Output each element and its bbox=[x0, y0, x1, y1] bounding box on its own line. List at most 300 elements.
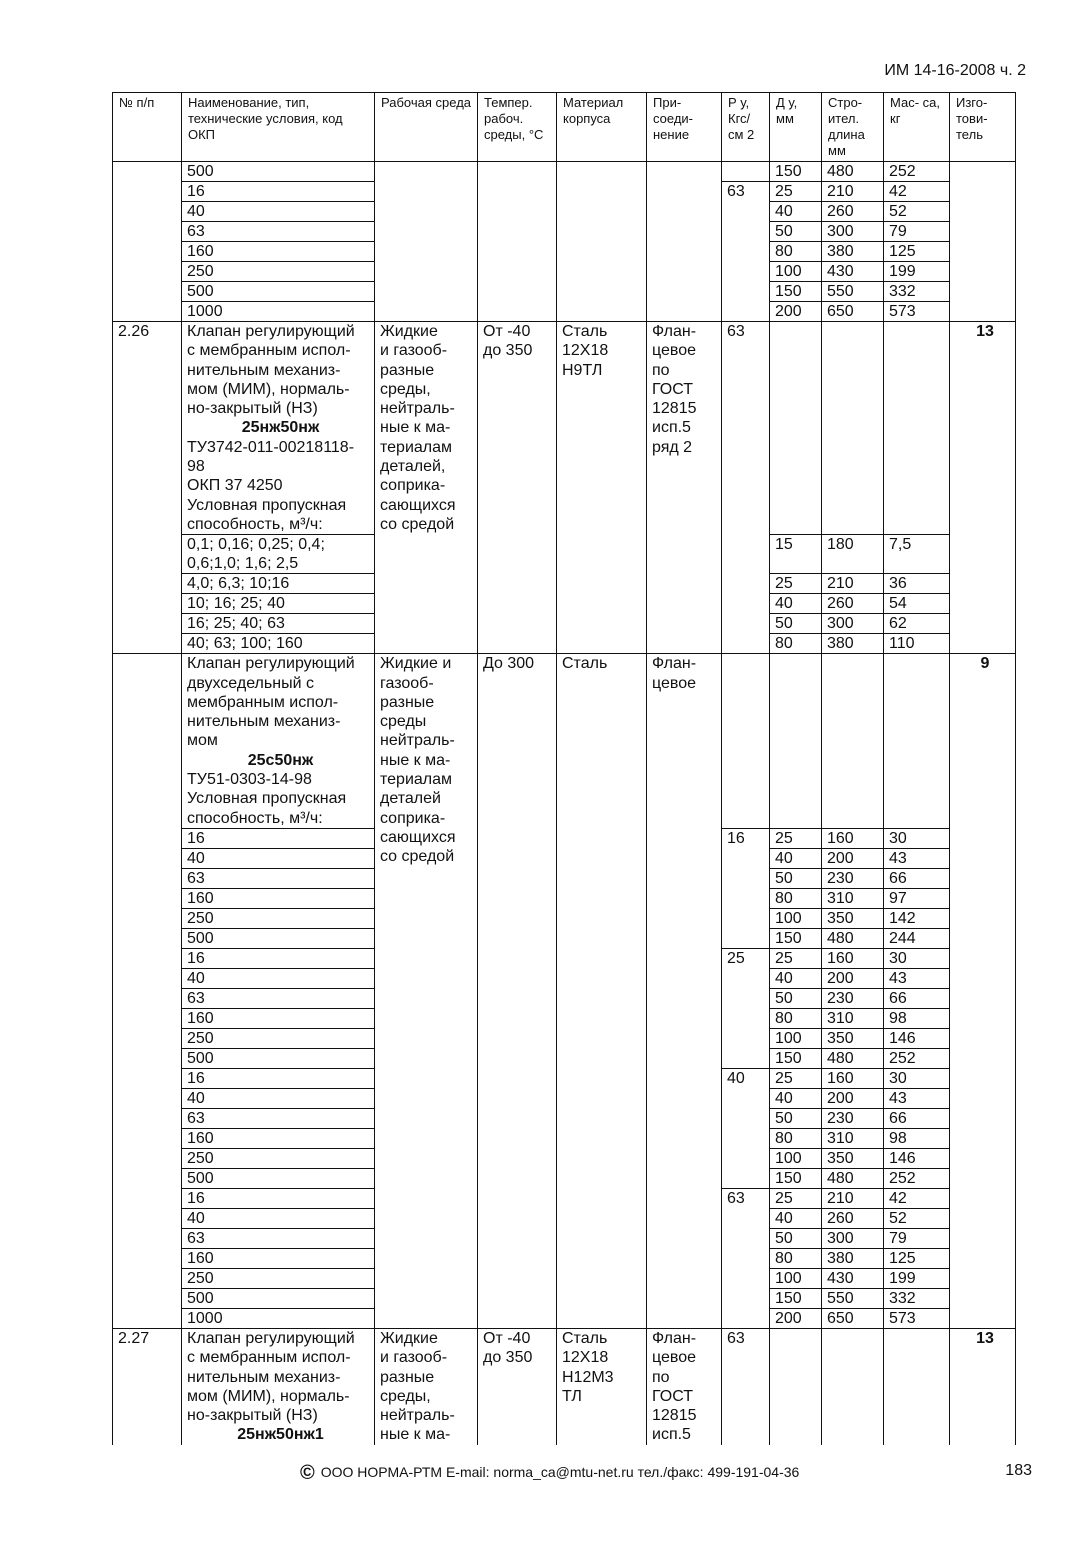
name-cell: 500 bbox=[182, 1048, 375, 1068]
cell-line: цевое bbox=[652, 1349, 696, 1367]
maker-cell: 13 bbox=[950, 1328, 1016, 1444]
name-cell: 500 bbox=[182, 1288, 375, 1308]
mass-cell: 142 bbox=[884, 908, 950, 928]
py-cell: 63 bbox=[722, 1188, 770, 1328]
py-cell bbox=[722, 162, 770, 182]
dy-cell: 200 bbox=[770, 1308, 822, 1328]
description-line: нительным механиз- bbox=[187, 361, 341, 379]
dy-cell: 150 bbox=[770, 1168, 822, 1188]
dy-cell: 80 bbox=[770, 634, 822, 654]
temp-cell bbox=[478, 322, 557, 654]
mass-cell: 66 bbox=[884, 1108, 950, 1128]
cell-line: со средой bbox=[380, 848, 455, 866]
dy-cell: 200 bbox=[770, 302, 822, 322]
cell-line: ГОСТ bbox=[652, 380, 694, 398]
dy-cell: 40 bbox=[770, 594, 822, 614]
dy-cell: 50 bbox=[770, 1108, 822, 1128]
dy-cell: 40 bbox=[770, 202, 822, 222]
description-line: мом (МИМ), нормаль- bbox=[187, 380, 350, 398]
cell-line: От -40 bbox=[483, 323, 531, 340]
spec-table bbox=[112, 92, 1016, 1445]
name-cell: 160 bbox=[182, 1248, 375, 1268]
cell-line: Сталь bbox=[562, 655, 608, 673]
material-cell bbox=[557, 322, 647, 654]
name-cell: 63 bbox=[182, 868, 375, 888]
item-number: 2.27 bbox=[113, 1328, 182, 1444]
medium-cell bbox=[375, 322, 478, 654]
cell-line: ные к ма- bbox=[380, 1426, 451, 1444]
description-line: ТУ3742-011-00218118- bbox=[187, 438, 355, 456]
description-line: Клапан регулирующий bbox=[187, 323, 355, 340]
cell-line: Флан- bbox=[652, 1329, 697, 1347]
length-cell: 310 bbox=[822, 1128, 884, 1148]
cell-line: сающихся bbox=[380, 496, 456, 514]
cell-line: соприка- bbox=[380, 809, 446, 827]
description-line: с мембранным испол- bbox=[187, 1349, 351, 1367]
name-cell: 63 bbox=[182, 1228, 375, 1248]
length-cell: 480 bbox=[822, 162, 884, 182]
dy-cell: 25 bbox=[770, 182, 822, 202]
length-cell: 380 bbox=[822, 1248, 884, 1268]
length-cell bbox=[822, 322, 884, 535]
name-cell: 63 bbox=[182, 222, 375, 242]
length-cell: 380 bbox=[822, 634, 884, 654]
cell-line: газооб- bbox=[380, 674, 434, 692]
material-cell bbox=[557, 1328, 647, 1444]
description-line: способность, м³/ч: bbox=[187, 809, 323, 827]
dy-cell: 40 bbox=[770, 848, 822, 868]
dy-cell: 25 bbox=[770, 948, 822, 968]
dy-cell: 40 bbox=[770, 968, 822, 988]
length-cell: 430 bbox=[822, 1268, 884, 1288]
length-cell: 430 bbox=[822, 262, 884, 282]
length-cell: 160 bbox=[822, 828, 884, 848]
mass-cell: 98 bbox=[884, 1128, 950, 1148]
description-line: Условная пропускная bbox=[187, 496, 347, 514]
cell-line: 12815 bbox=[652, 1407, 697, 1425]
header-row bbox=[113, 93, 1016, 162]
mass-cell: 43 bbox=[884, 848, 950, 868]
length-cell: 210 bbox=[822, 574, 884, 594]
py-cell: 63 bbox=[722, 1328, 770, 1444]
item-header-row bbox=[113, 322, 1016, 535]
cell-line: среды bbox=[380, 713, 427, 731]
dy-cell: 150 bbox=[770, 928, 822, 948]
description-line: Условная пропускная bbox=[187, 790, 347, 808]
mass-cell: 30 bbox=[884, 828, 950, 848]
name-cell: 40 bbox=[182, 848, 375, 868]
py-cell: 40 bbox=[722, 1068, 770, 1188]
mass-cell: 43 bbox=[884, 1088, 950, 1108]
length-cell: 230 bbox=[822, 868, 884, 888]
length-cell: 650 bbox=[822, 302, 884, 322]
name-cell: 160 bbox=[182, 242, 375, 262]
description-line: нительным механиз- bbox=[187, 713, 341, 731]
dy-cell: 25 bbox=[770, 828, 822, 848]
description-line: ОКП 37 4250 bbox=[187, 477, 283, 495]
cell-line: по bbox=[652, 361, 670, 379]
cell-line: До 300 bbox=[483, 655, 535, 673]
mass-cell bbox=[884, 654, 950, 829]
mass-cell: 110 bbox=[884, 634, 950, 654]
cell-line: разные bbox=[380, 1368, 435, 1386]
py-cell: 63 bbox=[722, 322, 770, 654]
length-cell: 200 bbox=[822, 1088, 884, 1108]
name-cell: 160 bbox=[182, 1128, 375, 1148]
header-connection: При- соеди- нение bbox=[647, 93, 722, 162]
dy-cell: 80 bbox=[770, 1128, 822, 1148]
mass-cell: 199 bbox=[884, 262, 950, 282]
header-temp: Темпер. рабоч. среды, °С bbox=[478, 93, 557, 162]
item-header-row bbox=[113, 654, 1016, 829]
description-line: Клапан регулирующий bbox=[187, 1329, 355, 1347]
cell-line: Жидкие bbox=[380, 1329, 438, 1347]
cell-line: териалам bbox=[380, 438, 453, 456]
mass-cell: 66 bbox=[884, 988, 950, 1008]
cell-line: до 350 bbox=[483, 342, 533, 360]
cell-line: Флан- bbox=[652, 655, 697, 673]
cell-line: 12Х18 bbox=[562, 1349, 609, 1367]
dy-cell bbox=[770, 1328, 822, 1444]
mass-cell: 79 bbox=[884, 222, 950, 242]
name-cell: 4,0; 6,3; 10;16 bbox=[182, 574, 375, 594]
length-cell: 260 bbox=[822, 1208, 884, 1228]
name-cell: 16 bbox=[182, 182, 375, 202]
dy-cell: 40 bbox=[770, 1088, 822, 1108]
item-description bbox=[182, 322, 375, 535]
length-cell: 310 bbox=[822, 1008, 884, 1028]
maker-cell: 13 bbox=[950, 322, 1016, 654]
name-cell: 250 bbox=[182, 1028, 375, 1048]
mass-cell: 332 bbox=[884, 1288, 950, 1308]
mass-cell: 573 bbox=[884, 302, 950, 322]
name-cell: 250 bbox=[182, 1148, 375, 1168]
mass-cell: 36 bbox=[884, 574, 950, 594]
cell-line: Сталь bbox=[562, 323, 608, 340]
name-cell: 1000 bbox=[182, 302, 375, 322]
dy-cell: 100 bbox=[770, 908, 822, 928]
mass-cell: 244 bbox=[884, 928, 950, 948]
mass-cell: 79 bbox=[884, 1228, 950, 1248]
length-cell: 230 bbox=[822, 1108, 884, 1128]
footer-text: ООО НОРМА-РТМ E-mail: norma_ca@mtu-net.ru тел./факс: 499-191-04-36 bbox=[320, 1464, 800, 1480]
cell-line: цевое bbox=[652, 342, 696, 360]
header-medium: Рабочая среда bbox=[375, 93, 478, 162]
mass-cell: 52 bbox=[884, 1208, 950, 1228]
name-cell: 160 bbox=[182, 888, 375, 908]
name-cell: 16 bbox=[182, 1068, 375, 1088]
cell-line: среды, bbox=[380, 380, 431, 398]
name-cell: 1000 bbox=[182, 1308, 375, 1328]
cell-line: по bbox=[652, 1368, 670, 1386]
cell-line: От -40 bbox=[483, 1329, 531, 1347]
length-cell: 300 bbox=[822, 614, 884, 634]
name-cell: 63 bbox=[182, 988, 375, 1008]
connection-cell bbox=[647, 322, 722, 654]
item-header-row bbox=[113, 1328, 1016, 1444]
cell-line: разные bbox=[380, 693, 435, 711]
dy-cell: 40 bbox=[770, 1208, 822, 1228]
cell-line: Флан- bbox=[652, 323, 697, 340]
cell-line: ГОСТ bbox=[652, 1387, 694, 1405]
document-code: ИМ 14-16-2008 ч. 2 bbox=[884, 62, 1026, 79]
cell-line: нейтраль- bbox=[380, 1407, 455, 1425]
py-cell: 16 bbox=[722, 828, 770, 948]
cell-line: сающихся bbox=[380, 828, 456, 846]
item-type-code: 25с50нж bbox=[247, 751, 314, 769]
length-cell: 310 bbox=[822, 888, 884, 908]
dy-cell bbox=[770, 654, 822, 829]
py-cell: 25 bbox=[722, 948, 770, 1068]
length-cell: 650 bbox=[822, 1308, 884, 1328]
length-cell: 350 bbox=[822, 908, 884, 928]
temp-cell bbox=[478, 1328, 557, 1444]
num-cell bbox=[113, 162, 182, 322]
cell-line: нейтраль- bbox=[380, 400, 455, 418]
item-type-code: 25нж50нж1 bbox=[237, 1426, 324, 1444]
cell-line: цевое bbox=[652, 674, 696, 692]
dy-cell: 100 bbox=[770, 1148, 822, 1168]
dy-cell: 15 bbox=[770, 535, 822, 574]
dy-cell: 50 bbox=[770, 614, 822, 634]
connection-cell bbox=[647, 162, 722, 322]
length-cell bbox=[822, 654, 884, 829]
material-cell bbox=[557, 654, 647, 1329]
length-cell: 300 bbox=[822, 1228, 884, 1248]
material-cell bbox=[557, 162, 647, 322]
length-cell: 300 bbox=[822, 222, 884, 242]
length-cell: 210 bbox=[822, 1188, 884, 1208]
header-length: Стро- ител. длина мм bbox=[822, 93, 884, 162]
name-cell: 160 bbox=[182, 1008, 375, 1028]
cell-line: 12815 bbox=[652, 400, 697, 418]
temp-cell bbox=[478, 162, 557, 322]
length-cell: 480 bbox=[822, 928, 884, 948]
description-line: мембранным испол- bbox=[187, 693, 339, 711]
description-line: нительным механиз- bbox=[187, 1368, 341, 1386]
length-cell: 210 bbox=[822, 182, 884, 202]
mass-cell: 252 bbox=[884, 1168, 950, 1188]
length-cell: 230 bbox=[822, 988, 884, 1008]
item-number: 2.26 bbox=[113, 322, 182, 654]
py-cell: 63 bbox=[722, 182, 770, 322]
mass-cell: 97 bbox=[884, 888, 950, 908]
length-cell: 350 bbox=[822, 1148, 884, 1168]
length-cell: 180 bbox=[822, 535, 884, 574]
mass-cell: 146 bbox=[884, 1148, 950, 1168]
name-cell: 500 bbox=[182, 162, 375, 182]
length-cell bbox=[822, 1328, 884, 1444]
name-cell: 40 bbox=[182, 1208, 375, 1228]
description-line: мом bbox=[187, 732, 218, 750]
name-cell: 16 bbox=[182, 828, 375, 848]
medium-cell bbox=[375, 654, 478, 1329]
cell-line: 12Х18 bbox=[562, 342, 609, 360]
description-line: но-закрытый (НЗ) bbox=[187, 1407, 318, 1425]
connection-cell bbox=[647, 654, 722, 1329]
mass-cell: 252 bbox=[884, 162, 950, 182]
cell-line: Сталь bbox=[562, 1329, 608, 1347]
item-type-code: 25нж50нж bbox=[241, 419, 320, 437]
name-cell: 500 bbox=[182, 928, 375, 948]
name-cell: 250 bbox=[182, 262, 375, 282]
description-line: с мембранным испол- bbox=[187, 342, 351, 360]
cell-line: со средой bbox=[380, 515, 455, 533]
name-cell: 40; 63; 100; 160 bbox=[182, 634, 375, 654]
dy-cell: 100 bbox=[770, 262, 822, 282]
dy-cell: 80 bbox=[770, 888, 822, 908]
name-cell: 500 bbox=[182, 1168, 375, 1188]
mass-cell: 42 bbox=[884, 1188, 950, 1208]
mass-cell bbox=[884, 322, 950, 535]
temp-cell bbox=[478, 654, 557, 1329]
cell-line: Н9ТЛ bbox=[562, 361, 603, 379]
mass-cell: 43 bbox=[884, 968, 950, 988]
cell-line: среды, bbox=[380, 1387, 431, 1405]
name-cell: 10; 16; 25; 40 bbox=[182, 594, 375, 614]
name-cell: 500 bbox=[182, 282, 375, 302]
cell-line: и газооб- bbox=[380, 1349, 448, 1367]
header-maker: Изго- тови- тель bbox=[950, 93, 1016, 162]
description-line: 98 bbox=[187, 458, 205, 476]
dy-cell: 50 bbox=[770, 222, 822, 242]
name-cell: 16 bbox=[182, 948, 375, 968]
continuation-row bbox=[113, 162, 1016, 182]
name-cell: 63 bbox=[182, 1108, 375, 1128]
name-cell: 250 bbox=[182, 1268, 375, 1288]
cell-line: ТЛ bbox=[562, 1387, 582, 1405]
name-cell: 40 bbox=[182, 202, 375, 222]
cell-line: соприка- bbox=[380, 477, 446, 495]
cell-line: исп.5 bbox=[652, 1426, 691, 1444]
dy-cell: 150 bbox=[770, 282, 822, 302]
name-cell: 0,1; 0,16; 0,25; 0,4; 0,6;1,0; 1,6; 2,5 bbox=[182, 535, 375, 574]
mass-cell: 54 bbox=[884, 594, 950, 614]
copyright-icon: © bbox=[300, 1462, 315, 1484]
mass-cell: 7,5 bbox=[884, 535, 950, 574]
connection-cell bbox=[647, 1328, 722, 1444]
name-cell: 40 bbox=[182, 1088, 375, 1108]
dy-cell: 80 bbox=[770, 1248, 822, 1268]
mass-cell: 332 bbox=[884, 282, 950, 302]
cell-line: ные к ма- bbox=[380, 419, 451, 437]
length-cell: 550 bbox=[822, 1288, 884, 1308]
mass-cell: 125 bbox=[884, 242, 950, 262]
mass-cell bbox=[884, 1328, 950, 1444]
table-body bbox=[113, 162, 1016, 1445]
mass-cell: 573 bbox=[884, 1308, 950, 1328]
item-description bbox=[182, 1328, 375, 1444]
length-cell: 160 bbox=[822, 1068, 884, 1088]
cell-line: териалам bbox=[380, 771, 453, 789]
mass-cell: 252 bbox=[884, 1048, 950, 1068]
dy-cell: 80 bbox=[770, 1008, 822, 1028]
cell-line: до 350 bbox=[483, 1349, 533, 1367]
cell-line: деталей, bbox=[380, 458, 446, 476]
name-cell: 16; 25; 40; 63 bbox=[182, 614, 375, 634]
dy-cell: 100 bbox=[770, 1028, 822, 1048]
dy-cell: 150 bbox=[770, 1288, 822, 1308]
header-dy: Д у, мм bbox=[770, 93, 822, 162]
header-mass: Мас- са, кг bbox=[884, 93, 950, 162]
length-cell: 550 bbox=[822, 282, 884, 302]
dy-cell: 50 bbox=[770, 1228, 822, 1248]
medium-cell bbox=[375, 162, 478, 322]
mass-cell: 52 bbox=[884, 202, 950, 222]
mass-cell: 66 bbox=[884, 868, 950, 888]
length-cell: 160 bbox=[822, 948, 884, 968]
description-line: но-закрытый (НЗ) bbox=[187, 400, 318, 418]
mass-cell: 30 bbox=[884, 948, 950, 968]
dy-cell: 25 bbox=[770, 574, 822, 594]
mass-cell: 199 bbox=[884, 1268, 950, 1288]
cell-line: Жидкие и bbox=[380, 655, 452, 673]
length-cell: 260 bbox=[822, 594, 884, 614]
dy-cell: 50 bbox=[770, 988, 822, 1008]
mass-cell: 62 bbox=[884, 614, 950, 634]
cell-line: ные к ма- bbox=[380, 751, 451, 769]
mass-cell: 30 bbox=[884, 1068, 950, 1088]
length-cell: 200 bbox=[822, 848, 884, 868]
description-line: способность, м³/ч: bbox=[187, 515, 323, 533]
cell-line: и газооб- bbox=[380, 342, 448, 360]
dy-cell: 25 bbox=[770, 1188, 822, 1208]
length-cell: 380 bbox=[822, 242, 884, 262]
mass-cell: 125 bbox=[884, 1248, 950, 1268]
mass-cell: 98 bbox=[884, 1008, 950, 1028]
length-cell: 200 bbox=[822, 968, 884, 988]
header-name: Наименование, тип, технические условия, код ОКП bbox=[182, 93, 375, 162]
mass-cell: 42 bbox=[884, 182, 950, 202]
dy-cell: 50 bbox=[770, 868, 822, 888]
cell-line: деталей bbox=[380, 790, 441, 808]
page-number: 183 bbox=[1005, 1462, 1032, 1479]
py-cell bbox=[722, 654, 770, 829]
item-description bbox=[182, 654, 375, 829]
dy-cell: 100 bbox=[770, 1268, 822, 1288]
mass-cell: 146 bbox=[884, 1028, 950, 1048]
maker-cell bbox=[950, 162, 1016, 322]
header-material: Материал корпуса bbox=[557, 93, 647, 162]
length-cell: 480 bbox=[822, 1168, 884, 1188]
name-cell: 40 bbox=[182, 968, 375, 988]
cell-line: ряд 2 bbox=[652, 438, 693, 456]
length-cell: 350 bbox=[822, 1028, 884, 1048]
description-line: двухседельный с bbox=[187, 674, 314, 692]
dy-cell: 150 bbox=[770, 162, 822, 182]
cell-line: Н12М3 bbox=[562, 1368, 614, 1386]
cell-line: исп.5 bbox=[652, 419, 691, 437]
length-cell: 480 bbox=[822, 1048, 884, 1068]
cell-line: разные bbox=[380, 361, 435, 379]
medium-cell bbox=[375, 1328, 478, 1444]
header-py: Р у, Кгс/ см 2 bbox=[722, 93, 770, 162]
length-cell: 260 bbox=[822, 202, 884, 222]
description-line: Клапан регулирующий bbox=[187, 655, 355, 673]
dy-cell: 80 bbox=[770, 242, 822, 262]
item-number bbox=[113, 654, 182, 1329]
name-cell: 16 bbox=[182, 1188, 375, 1208]
header-num: № п/п bbox=[113, 93, 182, 162]
name-cell: 250 bbox=[182, 908, 375, 928]
footer bbox=[300, 1462, 799, 1485]
cell-line: Жидкие bbox=[380, 323, 438, 340]
dy-cell: 150 bbox=[770, 1048, 822, 1068]
cell-line: нейтраль- bbox=[380, 732, 455, 750]
dy-cell bbox=[770, 322, 822, 535]
dy-cell: 25 bbox=[770, 1068, 822, 1088]
description-line: ТУ51-0303-14-98 bbox=[187, 771, 312, 789]
